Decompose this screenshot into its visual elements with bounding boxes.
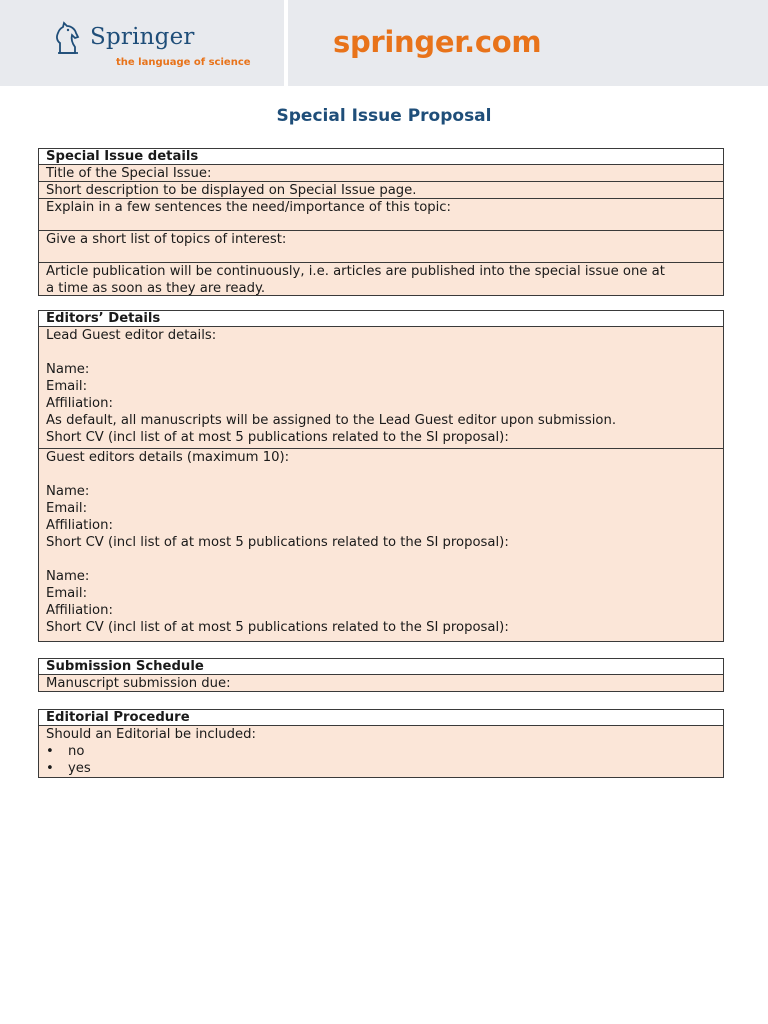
guest-editor-1-email: Email: bbox=[46, 501, 88, 516]
si-publication-row bbox=[39, 263, 723, 295]
document-title: Special Issue Proposal bbox=[276, 106, 492, 126]
si-topics-label: Give a short list of topics of interest: bbox=[46, 232, 287, 247]
si-publication-line-1: Article publication will be continuously, i.e. articles are published into the special issue one at bbox=[46, 264, 665, 279]
option-no-label: no bbox=[68, 744, 85, 759]
lead-editor-affiliation: Affiliation: bbox=[46, 396, 113, 411]
lead-editor-cv: Short CV (incl list of at most 5 publications related to the SI proposal): bbox=[46, 430, 509, 445]
submission-due-label: Manuscript submission due: bbox=[46, 676, 231, 691]
editorial-table bbox=[38, 709, 724, 778]
guest-editor-1-name: Name: bbox=[46, 484, 90, 499]
option-yes[interactable] bbox=[46, 760, 716, 777]
guest-editor-2-name: Name: bbox=[46, 569, 90, 584]
springer-logo-text: Springer bbox=[90, 24, 195, 50]
editors-heading: Editors’ Details bbox=[39, 311, 723, 327]
editorial-question-row bbox=[39, 726, 723, 777]
bullet-yes: • bbox=[46, 761, 54, 776]
lead-editor-intro: Lead Guest editor details: bbox=[46, 328, 217, 343]
si-topics-row[interactable] bbox=[39, 231, 723, 263]
option-no[interactable] bbox=[46, 743, 716, 760]
si-explain-row[interactable] bbox=[39, 199, 723, 231]
schedule-table bbox=[38, 658, 724, 692]
si-short-desc-label: Short description to be displayed on Special Issue page. bbox=[46, 183, 417, 198]
si-explain-label: Explain in a few sentences the need/importance of this topic: bbox=[46, 200, 451, 215]
header-logo-panel bbox=[0, 0, 284, 86]
editorial-heading: Editorial Procedure bbox=[39, 710, 723, 726]
page-header bbox=[0, 0, 768, 86]
lead-editor-email: Email: bbox=[46, 379, 88, 394]
special-issue-table bbox=[38, 148, 724, 296]
si-title-label: Title of the Special Issue: bbox=[46, 166, 212, 181]
special-issue-heading: Special Issue details bbox=[39, 149, 723, 165]
bullet-no: • bbox=[46, 744, 54, 759]
submission-due-row[interactable] bbox=[39, 675, 723, 691]
lead-editor-default-note: As default, all manuscripts will be assigned to the Lead Guest editor upon submission. bbox=[46, 413, 617, 428]
site-url[interactable]: springer.com bbox=[333, 25, 542, 59]
editors-table bbox=[38, 310, 724, 642]
si-title-row[interactable] bbox=[39, 165, 723, 182]
lead-editor-row[interactable] bbox=[39, 327, 723, 449]
guest-editor-2-cv: Short CV (incl list of at most 5 publications related to the SI proposal): bbox=[46, 620, 509, 635]
guest-editor-1-affiliation: Affiliation: bbox=[46, 518, 113, 533]
schedule-heading: Submission Schedule bbox=[39, 659, 723, 675]
lead-editor-name: Name: bbox=[46, 362, 90, 377]
springer-horse-icon bbox=[52, 21, 82, 55]
option-yes-label: yes bbox=[68, 761, 91, 776]
springer-tagline: the language of science bbox=[116, 57, 251, 68]
guest-editor-2-affiliation: Affiliation: bbox=[46, 603, 113, 618]
editorial-question: Should an Editorial be included: bbox=[46, 727, 256, 742]
guest-editor-1-cv: Short CV (incl list of at most 5 publications related to the SI proposal): bbox=[46, 535, 509, 550]
guest-editor-2-email: Email: bbox=[46, 586, 88, 601]
si-publication-line-2: a time as soon as they are ready. bbox=[46, 281, 266, 296]
guest-editors-row[interactable] bbox=[39, 449, 723, 641]
si-short-desc-row[interactable] bbox=[39, 182, 723, 199]
guest-editors-intro: Guest editors details (maximum 10): bbox=[46, 450, 290, 465]
